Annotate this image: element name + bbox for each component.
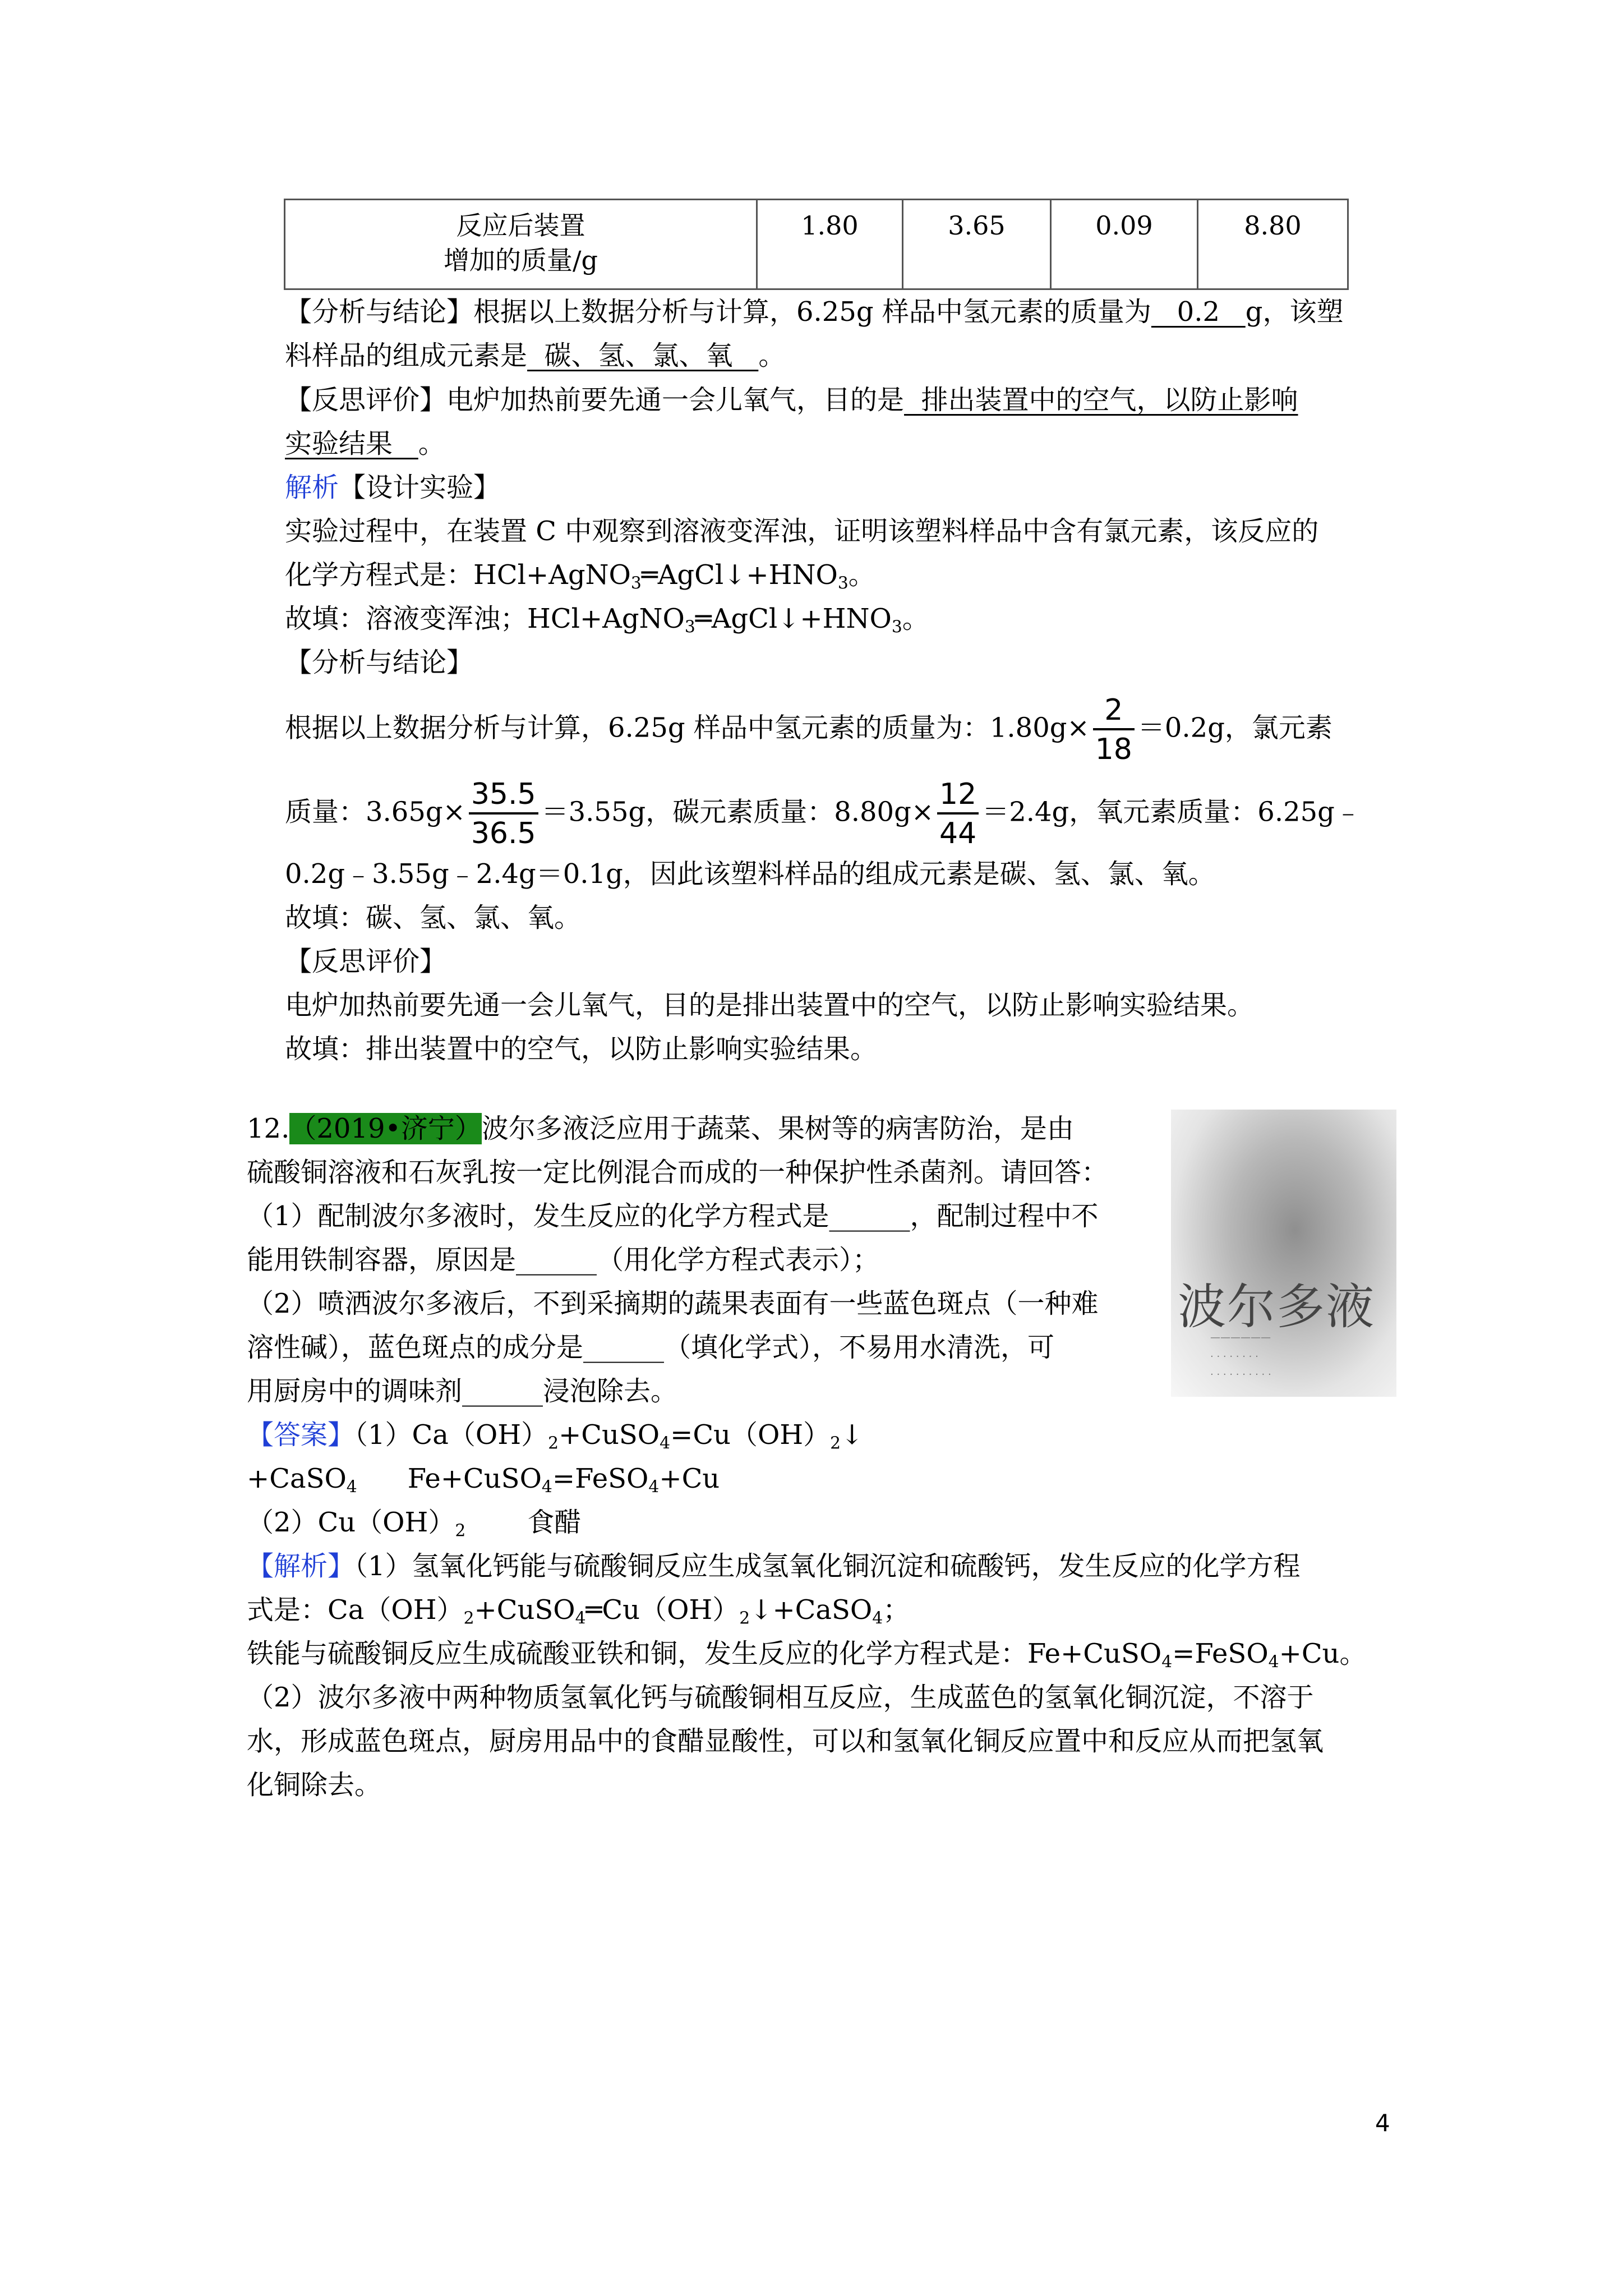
reflection-line1 bbox=[285, 383, 1298, 417]
subscript: 4 bbox=[575, 1608, 586, 1628]
text: 。 bbox=[418, 428, 445, 459]
section-heading-analysis: 【分析与结论】 bbox=[285, 647, 474, 678]
text: 。 bbox=[848, 559, 875, 591]
subscript: 4 bbox=[1161, 1652, 1173, 1672]
table-row-label bbox=[285, 200, 757, 289]
photo-fine-print: —————— bbox=[1210, 1332, 1271, 1343]
text: g，该塑 bbox=[1245, 296, 1344, 328]
text: ＝3.55g，碳元素质量：8.80g× bbox=[541, 796, 934, 828]
page-number: 4 bbox=[1375, 2109, 1390, 2137]
denominator: 44 bbox=[939, 817, 977, 850]
text: ＝0.2g，氯元素 bbox=[1137, 712, 1332, 744]
table-cell: 1.80 bbox=[757, 200, 903, 289]
design-text2 bbox=[285, 558, 875, 592]
subscript: 2 bbox=[830, 1433, 841, 1453]
text: 。 bbox=[902, 603, 929, 634]
reflection-line2 bbox=[285, 426, 445, 461]
text: +CuSO bbox=[474, 1594, 575, 1626]
text: ↓ bbox=[841, 1419, 864, 1451]
table-cell: 8.80 bbox=[1198, 200, 1348, 289]
fill-answer-2: 故填：碳、氢、氯、氧。 bbox=[285, 902, 582, 933]
q12-line2: 硫酸铜溶液和石灰乳按一定比例混合而成的一种保护性杀菌剂。请回答： bbox=[247, 1157, 1109, 1188]
text: 【反思评价】电炉加热前要先通一会儿氧气，目的是 bbox=[285, 384, 905, 416]
text: 【分析与结论】根据以上数据分析与计算，6.25g 样品中氢元素的质量为 bbox=[285, 296, 1151, 328]
calc-line1 bbox=[285, 693, 1332, 766]
q12-line4: 能用铁制容器，原因是______（用化学方程式表示）； bbox=[247, 1244, 880, 1276]
text: 食醋 bbox=[527, 1507, 582, 1538]
answer-blank: 0.2 bbox=[1151, 296, 1246, 328]
explanation-line5: 水，形成蓝色斑点，厨房用品中的食醋显酸性，可以和氢氧化铜反应置中和反应从而把氢氧 bbox=[247, 1726, 1324, 1757]
question-number: 12. bbox=[247, 1113, 290, 1144]
answer-label: 【答案】 bbox=[247, 1419, 355, 1451]
q12-line5: （2）喷洒波尔多液后，不到采摘期的蔬果表面有一些蓝色斑点（一种难 bbox=[247, 1288, 1099, 1319]
text: =FeSO bbox=[552, 1463, 649, 1494]
table-row bbox=[285, 200, 1348, 289]
text: 化学方程式是：HCl+AgNO bbox=[285, 559, 631, 591]
text: ↓+CaSO bbox=[750, 1594, 873, 1626]
text: ； bbox=[883, 1594, 910, 1626]
text: （1）氢氧化钙能与硫酸铜反应生成氢氧化铜沉淀和硫酸钙，发生反应的化学方程 bbox=[354, 1550, 1301, 1582]
text: 铁能与硫酸铜反应生成硫酸亚铁和铜，发生反应的化学方程式是：Fe+CuSO bbox=[247, 1638, 1162, 1669]
subscript: 2 bbox=[739, 1608, 750, 1628]
calc-line2 bbox=[285, 777, 1362, 850]
row-label-line2: 增加的质量/g bbox=[444, 245, 598, 275]
photo-title-text: 波尔多液 bbox=[1178, 1279, 1375, 1335]
section-heading-reflect: 【反思评价】 bbox=[285, 946, 447, 977]
text: =FeSO bbox=[1172, 1638, 1269, 1669]
result-table bbox=[284, 199, 1349, 290]
product-photo bbox=[1171, 1110, 1396, 1397]
reflect-text: 电炉加热前要先通一会儿氧气，目的是排出装置中的空气，以防止影响实验结果。 bbox=[285, 990, 1255, 1021]
text: 根据以上数据分析与计算，6.25g 样品中氢元素的质量为：1.80g× bbox=[285, 712, 1090, 744]
subscript: 3 bbox=[630, 573, 642, 593]
answer-blank: 排出装置中的空气，以防止影响 bbox=[904, 384, 1298, 416]
text: +Cu bbox=[659, 1463, 720, 1494]
explanation-line3 bbox=[247, 1636, 1366, 1671]
text: 式是：Ca（OH） bbox=[247, 1594, 464, 1626]
subscript: 4 bbox=[541, 1477, 552, 1497]
q12-line1 bbox=[247, 1111, 1074, 1146]
text: （1）Ca（OH） bbox=[354, 1419, 548, 1451]
photo-fine-print: · · · · · · · · bbox=[1210, 1351, 1258, 1363]
text: +Cu。 bbox=[1279, 1638, 1367, 1669]
text: =Cu（OH） bbox=[670, 1419, 831, 1451]
text: 故填：溶液变浑浊；HCl+AgNO bbox=[285, 603, 685, 634]
text: ═AgCl↓+HNO bbox=[641, 559, 838, 591]
fill-answer-1 bbox=[285, 601, 929, 636]
source-tag: （2019•济宁） bbox=[289, 1113, 482, 1144]
subscript: 2 bbox=[463, 1608, 474, 1628]
subscript: 3 bbox=[891, 617, 902, 637]
analysis-conclusion-line1 bbox=[285, 295, 1344, 329]
text: （2）Cu（OH） bbox=[247, 1507, 455, 1538]
q12-line6: 溶性碱），蓝色斑点的成分是______（填化学式），不易用水清洗，可 bbox=[247, 1332, 1055, 1363]
table-cell: 3.65 bbox=[903, 200, 1051, 289]
subscript: 3 bbox=[684, 617, 695, 637]
text: 质量：3.65g× bbox=[285, 796, 465, 828]
explanation-label: 【解析】 bbox=[247, 1550, 355, 1582]
text: 料样品的组成元素是 bbox=[285, 340, 528, 371]
jiexi-label: 解析 bbox=[285, 472, 339, 503]
calc-line3: 0.2g﹣3.55g﹣2.4g＝0.1g，因此该塑料样品的组成元素是碳、氢、氯、氧。 bbox=[285, 858, 1215, 890]
numerator: 35.5 bbox=[469, 780, 538, 815]
subscript: 4 bbox=[872, 1608, 883, 1628]
numerator: 12 bbox=[937, 780, 979, 815]
explanation-line4: （2）波尔多液中两种物质氢氧化钙与硫酸铜相互反应，生成蓝色的氢氧化铜沉淀，不溶于 bbox=[247, 1682, 1314, 1713]
photo-fine-print: · · · · · · · · · · bbox=[1210, 1369, 1271, 1381]
q12-line3: （1）配制波尔多液时，发生反应的化学方程式是______，配制过程中不 bbox=[247, 1200, 1099, 1232]
subscript: 4 bbox=[648, 1477, 660, 1497]
answer-line2 bbox=[247, 1461, 720, 1496]
explanation-line1 bbox=[247, 1549, 1301, 1584]
text: ＝2.4g，氧元素质量：6.25g﹣ bbox=[982, 796, 1362, 828]
design-text1: 实验过程中，在装置 C 中观察到溶液变浑浊，证明该塑料样品中含有氯元素，该反应的 bbox=[285, 516, 1319, 547]
explanation-line6: 化铜除去。 bbox=[247, 1769, 382, 1801]
numerator: 2 bbox=[1093, 696, 1135, 730]
subscript: 4 bbox=[660, 1433, 671, 1453]
answer-blank: 碳、氢、氯、氧 bbox=[527, 340, 759, 371]
denominator: 36.5 bbox=[471, 817, 536, 850]
q12-line7: 用厨房中的调味剂______浸泡除去。 bbox=[247, 1375, 678, 1407]
subscript: 3 bbox=[837, 573, 849, 593]
row-label-line1: 反应后装置 bbox=[456, 210, 585, 241]
denominator: 18 bbox=[1095, 733, 1132, 766]
fraction bbox=[937, 777, 979, 850]
answer-line1 bbox=[247, 1418, 863, 1452]
explanation-heading bbox=[285, 470, 500, 505]
subscript: 2 bbox=[455, 1521, 466, 1541]
text: +CuSO bbox=[559, 1419, 660, 1451]
text: ═Cu（OH） bbox=[585, 1594, 740, 1626]
text: 波尔多液泛应用于蔬菜、果树等的病害防治，是由 bbox=[481, 1113, 1074, 1144]
subscript: 4 bbox=[346, 1477, 357, 1497]
explanation-line2 bbox=[247, 1593, 910, 1627]
section-heading: 【设计实验】 bbox=[339, 472, 501, 503]
answer-line3 bbox=[247, 1505, 581, 1540]
analysis-conclusion-line2 bbox=[285, 338, 785, 373]
text: Fe+CuSO bbox=[407, 1463, 542, 1494]
fraction bbox=[469, 777, 538, 850]
fill-answer-3: 故填：排出装置中的空气，以防止影响实验结果。 bbox=[285, 1033, 878, 1065]
subscript: 2 bbox=[548, 1433, 559, 1453]
fraction bbox=[1093, 693, 1135, 766]
text: +CaSO bbox=[247, 1463, 347, 1494]
subscript: 4 bbox=[1268, 1652, 1279, 1672]
text: 。 bbox=[758, 340, 786, 371]
answer-blank: 实验结果 bbox=[285, 428, 418, 459]
text: ═AgCl↓+HNO bbox=[695, 603, 892, 634]
table-cell: 0.09 bbox=[1051, 200, 1198, 289]
